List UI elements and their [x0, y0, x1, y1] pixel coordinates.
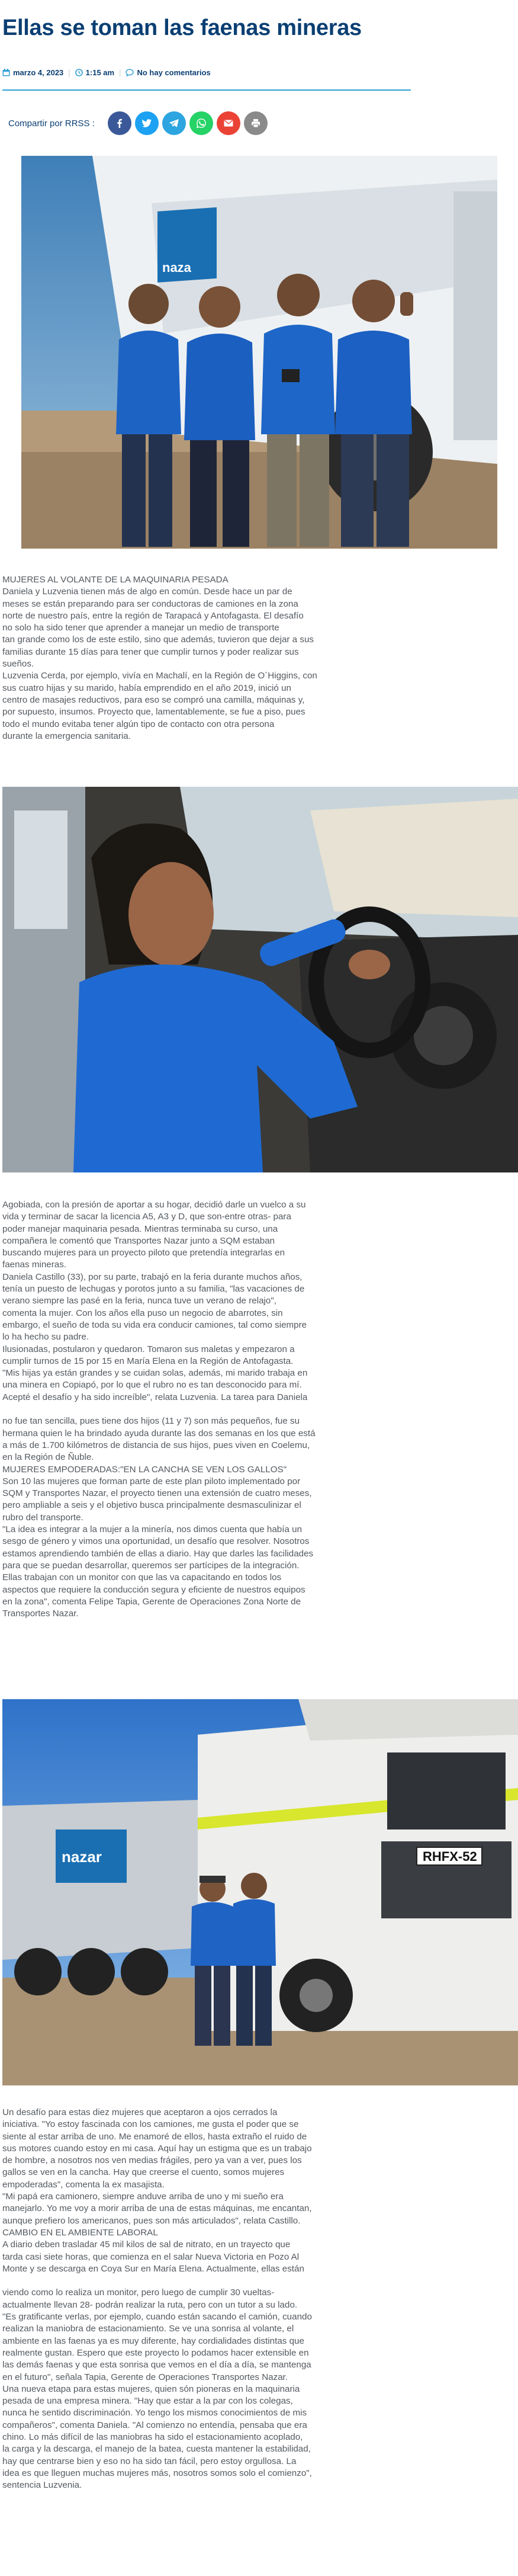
paragraph-line: Monte y se descarga en Coya Sur en María Elena. Actualmente, ellas están — [2, 2263, 304, 2274]
paragraph-line: manejarlo. Yo me voy a morir arriba de una de estas máquinas, me encantan, — [2, 2203, 312, 2214]
clock-icon — [75, 69, 83, 76]
paragraph-line: tenía un puesto de lechugas y porotos junto a su familia, "las vacaciones de — [2, 1284, 305, 1295]
paragraph-line: pesada de una empresa minera. "Hay que estar a la par con los colegas, — [2, 2396, 293, 2407]
paragraph-line: una minera en Copiapó, por lo que el rubro no es tan desconocido para mí. — [2, 1380, 302, 1390]
paragraph-line: idea es que lleguen muchas mujeres más, nosotros somos solo el comienzo", — [2, 2468, 312, 2478]
paragraph-line: Daniela Castillo (33), por su parte, trabajó en la feria durante muchos años, — [2, 1271, 303, 1282]
paragraph-line: Agobiada, con la presión de aportar a su hogar, decidió darle un vuelco a su — [2, 1200, 306, 1210]
paragraph-line: sus cuatro hijas y su marido, había emprendido en el año 2019, inició un — [2, 683, 291, 693]
paragraph-line: en la Región de Ñuble. — [2, 1452, 94, 1463]
paragraph-line: "Mis hijas ya están grandes y se cuidan solas, además, mi marido trabaja en — [2, 1368, 308, 1379]
article-body-part-2 — [2, 1199, 375, 1620]
paragraph-line: tarda casi siete horas, que comienza en el salar Nueva Victoria en Pozo Al — [2, 2251, 300, 2262]
paragraph-line: MUJERES AL VOLANTE DE LA MAQUINARIA PESADA — [2, 575, 229, 585]
article-body-part-1 — [2, 574, 375, 742]
comments-link[interactable]: No hay comentarios — [137, 68, 211, 77]
paragraph-line: centro de masajes reductivos, para eso se compró una camilla, máquinas y, — [2, 694, 305, 705]
paragraph-line: "Mi papá era camionero, siempre anduve arriba de uno y mi sueño era — [2, 2191, 284, 2202]
paragraph-line: CAMBIO EN EL AMBIENTE LABORAL — [2, 2227, 158, 2238]
whatsapp-icon — [197, 118, 206, 128]
paragraph-line: sentencia Luzvenia. — [2, 2480, 82, 2491]
paragraph-line: tan grande como los de este estilo, sino que además, tuvieron que dejar a sus — [2, 635, 314, 645]
photo-driver-cabin — [2, 787, 518, 1172]
photo-four-women-truck — [21, 156, 497, 549]
share-print-button[interactable] — [244, 111, 268, 135]
paragraph-line: A diario deben trasladar 45 mil kilos de sal de nitrato, en un trayecto que — [2, 2239, 291, 2250]
paragraph-line: Daniela y Luzvenia tienen más de algo en común. Desde hace un par de — [2, 587, 292, 597]
paragraph-line: "La idea es integrar a la mujer a la minería, nos dimos cuenta que había un — [2, 1524, 303, 1535]
paragraph-line: nunca he sentido discriminación. Yo tengo los mismos conocimientos de mis — [2, 2408, 307, 2418]
meta-separator: | — [68, 68, 70, 77]
paragraph-line: realizan la maniobra de estacionamiento. Se ve una sonrisa al volante, el — [2, 2324, 294, 2334]
paragraph-line: Luzvenia Cerda, por ejemplo, vivía en Machalí, en la Región de O´Higgins, con — [2, 671, 317, 681]
paragraph-line: Ilusionadas, postularon y quedaron. Tomaron sus maletas y empezaron a — [2, 1344, 295, 1354]
paragraph-line: norte de nuestro país, entre la región de Tarapacá y Antofagasta. El desafío — [2, 610, 304, 621]
paragraph-line — [2, 1404, 375, 1415]
paragraph-line: Ellas trabajan con un monitor con que las va capacitando en todos los — [2, 1572, 282, 1583]
paragraph-line: sus motores cuando estoy en mi casa. Aquí hay un estigma que es un trabajo — [2, 2143, 312, 2154]
paragraph-line: sueños. — [2, 659, 34, 669]
post-date — [2, 68, 63, 77]
paragraph-line: gallos se ven en la cancha. Hay que creerse el cuento, somos mujeres — [2, 2167, 285, 2178]
post-comments — [126, 68, 210, 77]
paragraph-line: vida y terminar de sacar la licencia A5, A3 y D, que son-entre otras- para — [2, 1212, 291, 1222]
truck-brand-label: nazar — [62, 1848, 102, 1866]
title-divider — [2, 89, 411, 91]
paragraph-line: hermana quien le ha brindado ayuda durante las dos semanas en los que está — [2, 1428, 316, 1438]
truck-plate-label: RHFX-52 — [423, 1849, 477, 1864]
paragraph-line: buscando mujeres para un proyecto piloto que pretendía integrarlas en — [2, 1248, 285, 1258]
paragraph-line: cumplir turnos de 15 por 15 en María Elena en la Región de Antofagasta. — [2, 1356, 294, 1366]
share-email-button[interactable] — [217, 111, 240, 135]
paragraph-line: "Es gratificante verlas, por ejemplo, cuando están sacando el camión, cuando — [2, 2312, 312, 2322]
paragraph-line: MUJERES EMPODERADAS:"EN LA CANCHA SE VEN LOS GALLOS" — [2, 1464, 287, 1475]
paragraph-line: iniciativa. "Yo estoy fascinada con los camiones, me gusta el poder que se — [2, 2119, 299, 2130]
page-title: Ellas se toman las faenas mineras — [2, 15, 362, 40]
share-facebook-button[interactable] — [108, 111, 131, 135]
paragraph-line: para que se puedan desarrollar, queremos ser partícipes de la integración. — [2, 1560, 300, 1571]
paragraph-line: Son 10 las mujeres que forman parte de este plan piloto implementado por — [2, 1476, 301, 1486]
paragraph-line: poder manejar maquinaria pesada. Mientras terminaba su curso, una — [2, 1223, 278, 1234]
paragraph-line: SQM y Transportes Nazar, el proyecto tienen una extensión de cuatro meses, — [2, 1488, 312, 1499]
telegram-icon — [169, 119, 179, 127]
share-twitter-button[interactable] — [135, 111, 159, 135]
svg-text:naza: naza — [162, 260, 191, 275]
paragraph-line: en la zona", comenta Felipe Tapia, Gerente de Operaciones Zona Norte de — [2, 1596, 301, 1607]
facebook-icon — [115, 118, 124, 128]
paragraph-line: por supuesto, insumos. Proyecto que, lamentablemente, se fue a piso, pues — [2, 707, 305, 717]
paragraph-line: embargo, el sueño de toda su vida era conducir camiones, tal como siempre — [2, 1319, 307, 1330]
paragraph-line: durante la emergencia sanitaria. — [2, 730, 131, 741]
paragraph-line: empoderadas", comenta la ex masajista. — [2, 2179, 165, 2190]
paragraph-line: Un desafío para estas diez mujeres que aceptaron a ojos cerrados la — [2, 2107, 278, 2117]
paragraph-line: sesgo de género y vimos una oportunidad, un desafío que resolver. Nosotros — [2, 1536, 310, 1547]
paragraph-line: Acepté el desafío y ha sido increíble", relata Luzvenia. La tarea para Daniela — [2, 1392, 308, 1402]
share-telegram-button[interactable] — [162, 111, 186, 135]
envelope-icon — [224, 120, 233, 127]
post-date-link[interactable]: marzo 4, 2023 — [13, 68, 64, 77]
paragraph-line: pero ampliable a seis y el objetivo busca principalmente desmasculinizar el — [2, 1500, 301, 1511]
paragraph-line: aspectos que requiere la conducción segura y eficiente de nuestros equipos — [2, 1584, 305, 1595]
photo-two-women-trucks — [2, 1699, 518, 2085]
paragraph-line: estamos aprendiendo también de ellas a diario. Hay que darles las facilidades — [2, 1548, 314, 1559]
paragraph-line: la carga y la descarga, el manejo de la batea, cuesta mantener la estabilidad, — [2, 2444, 311, 2455]
paragraph-line: chino. Lo más difícil de las maniobras ha sido el estacionamiento acoplado, — [2, 2432, 303, 2443]
calendar-icon — [2, 69, 10, 76]
paragraph-line: de hombre, a nosotros nos ven medias frágiles, pero ya van a ver, pues los — [2, 2155, 302, 2166]
paragraph-line: faenas mineras. — [2, 1260, 67, 1270]
article-body-part-3 — [2, 2107, 375, 2492]
paragraph-line: verano siempre las pasé en la feria, nunca tuve un verano de relajo", — [2, 1296, 276, 1306]
post-time — [75, 68, 114, 77]
paragraph-line: ambiente en las faenas ya es muy diferente, hay cordialidades distintas que — [2, 2335, 304, 2346]
share-bar — [8, 111, 271, 135]
paragraph-line: en el futuro", señala Tapia, Gerente de Operaciones Transportes Nazar. — [2, 2372, 288, 2382]
paragraph-line: no solo ha sido tener que aprender a manejar un medio de transporte — [2, 623, 279, 633]
paragraph-line — [2, 2275, 375, 2287]
printer-icon — [251, 118, 260, 128]
meta-separator: | — [119, 68, 121, 77]
share-label: Compartir por RRSS : — [8, 118, 95, 129]
paragraph-line: Una nueva etapa para estas mujeres, quien són pioneras en la maquinaria — [2, 2383, 300, 2394]
post-time-text: 1:15 am — [85, 68, 115, 77]
paragraph-line: compañera le comentó que Transportes Nazar junto a SQM estaban — [2, 1235, 275, 1246]
paragraph-line: hay que centrarse bien y eso no ha sido tan fácil, pero estoy orgullosa. La — [2, 2456, 297, 2466]
paragraph-line: lo ha hecho su padre. — [2, 1332, 89, 1343]
paragraph-line: compañeros", comenta Daniela. "Al comienzo no entendía, pensaba que era — [2, 2420, 307, 2430]
paragraph-line: rubro del transporte. — [2, 1512, 83, 1523]
paragraph-line: comenta la mujer. Con los años ella puso un negocio de abarrotes, sin — [2, 1308, 283, 1318]
paragraph-line: familias durante 15 días para tener que cumplir turnos y poder realizar sus — [2, 646, 299, 657]
paragraph-line: aunque prefiero los americanos, pues son más articulados", relata Castillo. — [2, 2215, 301, 2226]
paragraph-line: siente al estar arriba de uno. Me enamoré de ellos, hasta extraño el ruido de — [2, 2131, 307, 2142]
comment-icon — [126, 69, 134, 76]
paragraph-line: a más de 1.700 kilómetros de distancia de sus hijos, pues viven en Coelemu, — [2, 1440, 310, 1450]
paragraph-line: meses se están preparando para ser conductoras de camiones en la zona — [2, 598, 298, 609]
paragraph-line: no fue tan sencilla, pues tiene dos hijos (11 y 7) son más pequeños, fue su — [2, 1416, 300, 1427]
paragraph-line: actualmente llevan 28- podrán realizar la ruta, pero con un tutor a su lado. — [2, 2299, 298, 2310]
paragraph-line: todo el mundo evitaba tener algún tipo de contacto con otra persona — [2, 719, 275, 729]
share-whatsapp-button[interactable] — [189, 111, 213, 135]
paragraph-line: viendo como lo realiza un monitor, pero luego de cumplir 30 vueltas- — [2, 2287, 275, 2298]
paragraph-line: Transportes Nazar. — [2, 1609, 79, 1619]
twitter-icon — [142, 119, 152, 127]
paragraph-line: las demás faenas y que esta sonrisa que vemos en el día a día, se mantenga — [2, 2360, 311, 2370]
post-meta — [2, 66, 211, 78]
paragraph-line: realmente gustan. Espero que este proyecto lo podamos hacer extensible en — [2, 2347, 309, 2358]
